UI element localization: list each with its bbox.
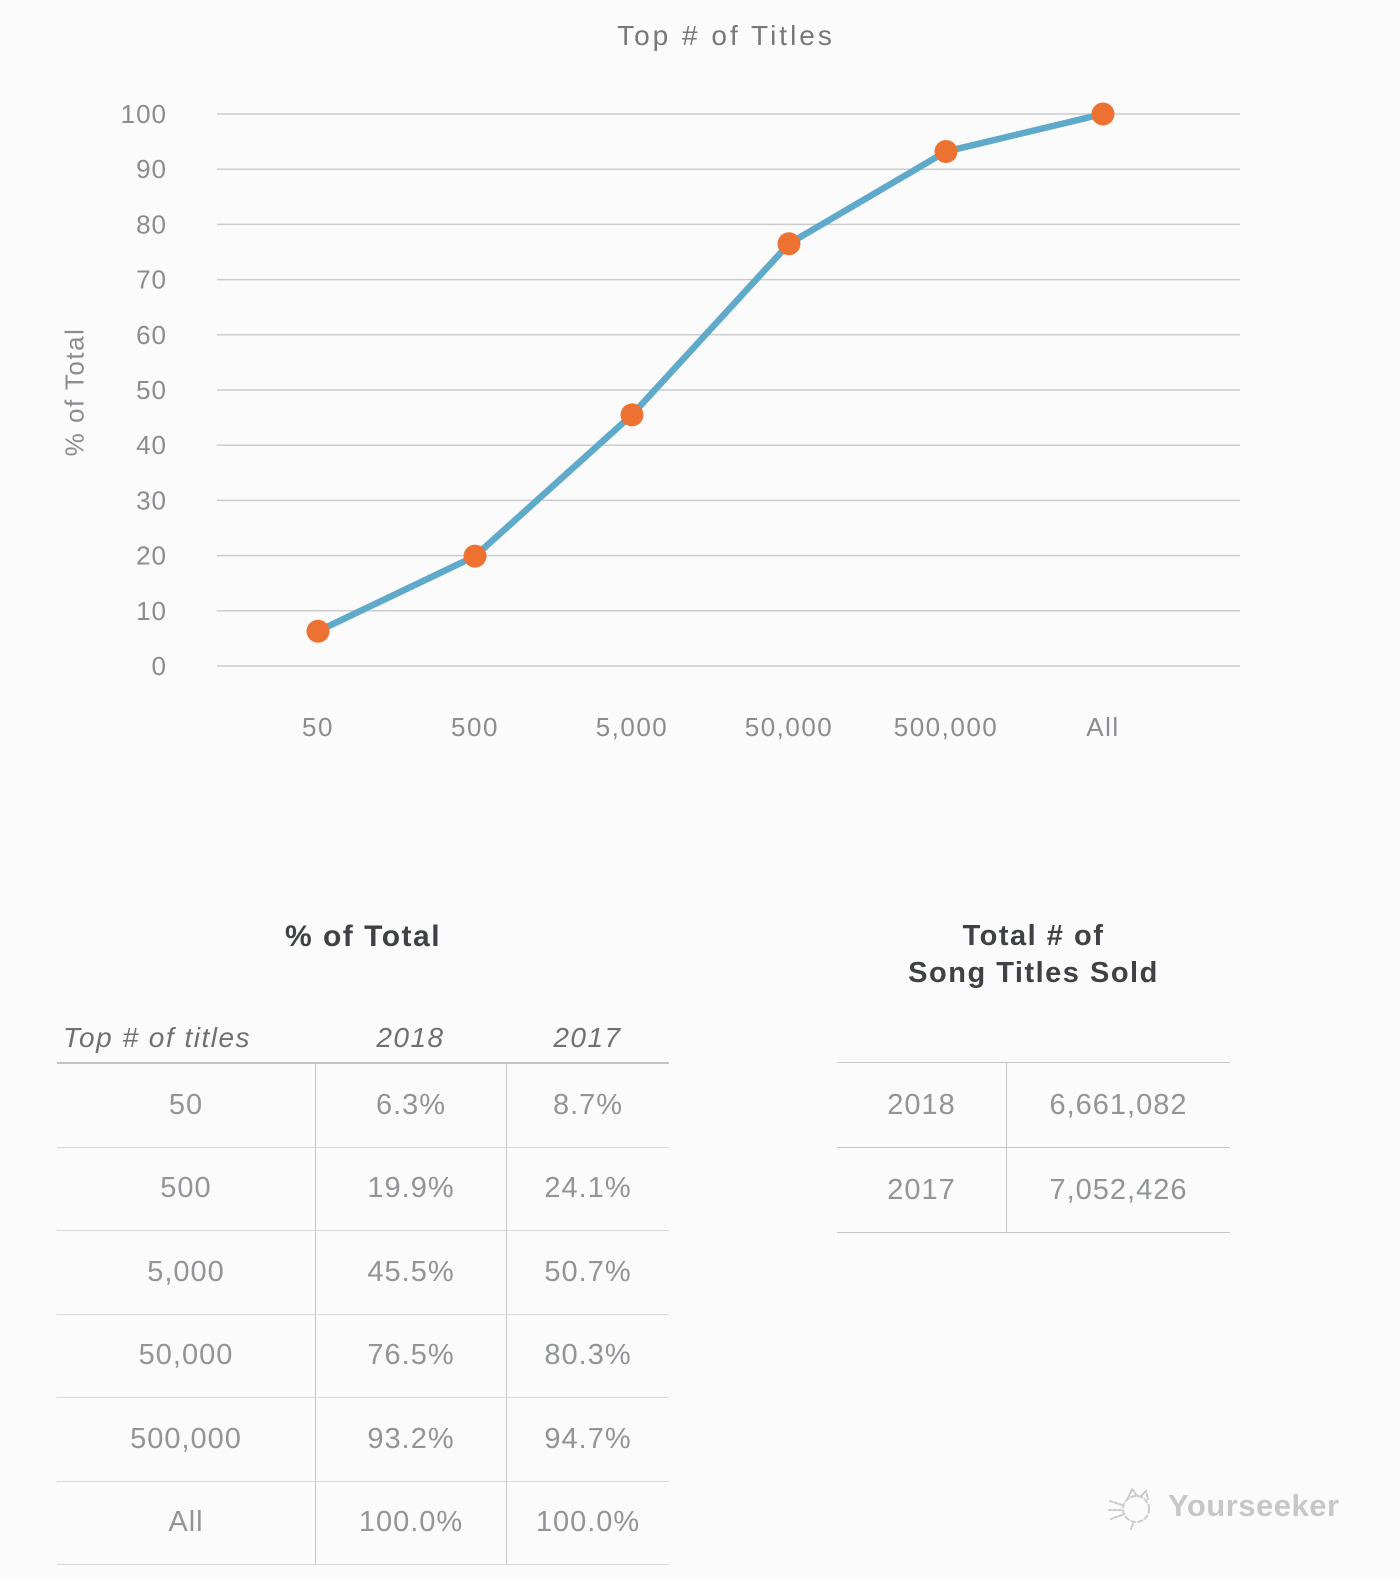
cell-top-titles: 50 <box>168 1088 204 1121</box>
cell-total: 6,661,082 <box>1049 1088 1188 1121</box>
table-row <box>837 1063 1230 1148</box>
pct-table-title: % of Total <box>284 920 442 953</box>
trend-line <box>318 114 1103 631</box>
y-tick-label: 90 <box>136 154 167 185</box>
column-header-top-titles: Top # of titles <box>63 1022 252 1053</box>
y-tick-label: 0 <box>151 651 167 681</box>
table-row <box>57 1064 669 1148</box>
watermark <box>1106 1480 1340 1532</box>
y-tick-label: 10 <box>136 595 167 626</box>
totals-title-line1: Total # of <box>962 920 1105 952</box>
table-row <box>57 1398 669 1482</box>
cat-logo-icon <box>1106 1480 1158 1532</box>
y-axis-title: % of Total <box>59 327 90 457</box>
pct-of-total-table <box>57 920 669 1565</box>
cell-year: 2017 <box>837 1148 1007 1232</box>
cell-2018: 93.2% <box>315 1398 506 1481</box>
table-row <box>57 1315 669 1399</box>
watermark-brand: Yourseeker <box>1168 1488 1340 1523</box>
cell-2018: 6.3% <box>315 1064 506 1147</box>
cell-year: 2018 <box>837 1063 1007 1147</box>
x-tick-label: 50,000 <box>744 712 834 742</box>
cell-top-titles: All <box>168 1506 204 1539</box>
data-point <box>1092 103 1115 126</box>
y-tick-label: 70 <box>136 264 167 295</box>
cell-2018: 45.5% <box>315 1231 506 1314</box>
column-header-2018: 2018 <box>376 1022 445 1053</box>
y-tick-label: 20 <box>136 540 167 571</box>
x-tick-label: 500,000 <box>893 712 999 742</box>
data-point <box>778 232 801 255</box>
y-tick-label: 30 <box>136 485 167 516</box>
chart-title: Top # of Titles <box>617 20 835 51</box>
table-row <box>57 1148 669 1232</box>
y-tick-label: 50 <box>136 375 167 405</box>
pct-table-body <box>57 1062 669 1565</box>
cell-top-titles: 5,000 <box>147 1255 225 1288</box>
x-tick-label: 500 <box>451 712 499 742</box>
cell-2017: 94.7% <box>506 1398 669 1481</box>
cell-2018: 76.5% <box>315 1315 506 1398</box>
data-point <box>935 140 958 163</box>
data-point <box>621 403 644 426</box>
x-tick-label: 5,000 <box>595 712 669 742</box>
totals-title-line2: Song Titles Sold <box>908 957 1159 989</box>
y-tick-label: 60 <box>136 319 167 350</box>
cell-2017: 80.3% <box>506 1315 669 1398</box>
data-point <box>307 620 330 643</box>
cell-2017: 24.1% <box>506 1148 669 1231</box>
pct-table-header-row <box>57 966 669 1062</box>
x-tick-label: All <box>1086 712 1120 742</box>
cell-2017: 100.0% <box>506 1482 669 1565</box>
table-row <box>57 1231 669 1315</box>
y-tick-label: 100 <box>120 99 167 129</box>
cell-top-titles: 50,000 <box>138 1339 234 1372</box>
table-row <box>57 1482 669 1566</box>
data-point <box>464 545 487 568</box>
cell-2017: 50.7% <box>506 1231 669 1314</box>
y-tick-label: 40 <box>136 430 167 461</box>
song-titles-sold-table <box>837 918 1230 1233</box>
cell-top-titles: 500 <box>160 1172 212 1205</box>
cell-2017: 8.7% <box>506 1064 669 1147</box>
totals-table-body <box>837 1062 1230 1233</box>
totals-table-title <box>837 918 1230 992</box>
cell-top-titles: 500,000 <box>130 1422 242 1455</box>
x-tick-label: 50 <box>302 712 334 742</box>
cell-2018: 100.0% <box>315 1482 506 1565</box>
column-header-2017: 2017 <box>553 1022 622 1053</box>
y-tick-label: 80 <box>136 209 167 240</box>
table-row <box>837 1148 1230 1233</box>
cell-2018: 19.9% <box>315 1148 506 1231</box>
cell-total: 7,052,426 <box>1049 1173 1188 1206</box>
